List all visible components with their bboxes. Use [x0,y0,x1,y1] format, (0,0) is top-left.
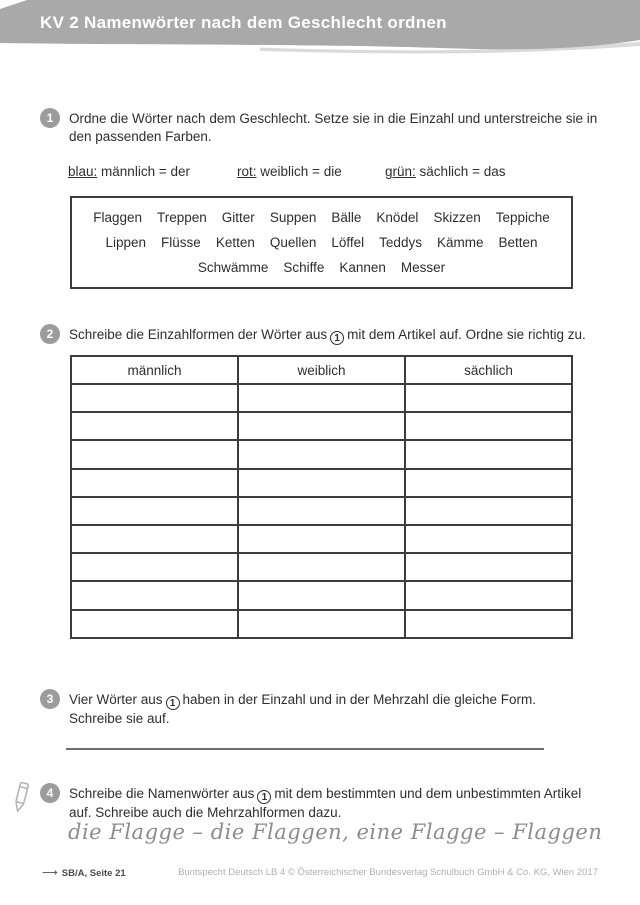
word: Löffel [331,235,365,250]
legend-label-gruen: grün: [385,164,416,179]
table-cell[interactable] [238,610,405,638]
task-3-line1 [69,691,589,710]
classification-table-body [71,384,572,638]
task-3-number-badge: 3 [40,689,60,709]
table-header-maennlich: männlich [71,356,238,384]
page-title: KV 2 Namenwörter nach dem Geschlecht ordnen [40,13,447,32]
table-row [71,412,572,440]
task-4-line1 [69,785,589,804]
legend-label-blau: blau: [68,164,98,179]
legend-label-rot: rot: [237,164,257,179]
word: Lippen [105,235,147,250]
word: Gitter [221,210,255,225]
word: Teddys [379,235,422,250]
table-row [71,581,572,609]
word: Suppen [269,210,317,225]
legend-value-gruen: sächlich = das [419,164,506,179]
table-cell[interactable] [238,525,405,553]
table-cell[interactable] [71,384,238,412]
word: Betten [498,235,538,250]
table-cell[interactable] [238,384,405,412]
table-cell[interactable] [71,440,238,468]
word: Schiffe [283,260,325,275]
task-2-text [69,326,589,345]
task-4-number-badge: 4 [40,783,60,803]
table-cell[interactable] [71,525,238,553]
task-1 [40,110,598,145]
legend-value-blau: männlich = der [101,164,190,179]
task-2-number-badge: 2 [40,324,60,344]
table-cell[interactable] [405,581,572,609]
task-3-line2: Schreibe sie auf. [69,711,170,726]
word: Treppen [157,210,207,225]
table-cell[interactable] [71,553,238,581]
task-ref-circled-1: 1 [166,696,180,710]
table-row [71,440,572,468]
word: Flaggen [93,210,143,225]
word: Kämme [436,235,484,250]
task-4-line2: auf. Schreibe auch die Mehrzahlformen dazu. [69,805,342,820]
classification-table-head [71,356,572,384]
task-2-before: Schreibe die Einzahlformen der Wörter aus [69,327,328,342]
table-cell[interactable] [71,610,238,638]
table-cell[interactable] [71,497,238,525]
word-row-2 [80,235,563,250]
table-cell[interactable] [71,581,238,609]
table-cell[interactable] [238,497,405,525]
footer-copyright: Buntspecht Deutsch LB 4 © Österreichischer Bundesverlag Schulbuch GmbH & Co. KG, Wien 2017 [178,867,598,878]
word: Schwämme [197,260,269,275]
task-2 [40,326,589,345]
table-cell[interactable] [238,553,405,581]
task-4 [40,785,589,822]
task-ref-circled-1: 1 [330,331,344,345]
task-2-after: mit dem Artikel auf. Ordne sie richtig zu. [347,327,586,342]
task-4-before: Schreibe die Namenwörter aus [69,786,255,801]
task-3 [40,691,589,728]
table-cell[interactable] [405,497,572,525]
word: Skizzen [433,210,481,225]
task-1-number-badge: 1 [40,108,60,128]
task-2-line1 [69,326,589,345]
table-cell[interactable] [71,469,238,497]
table-cell[interactable] [405,553,572,581]
word-row-1 [80,210,563,225]
table-cell[interactable] [238,440,405,468]
table-header-weiblich: weiblich [238,356,405,384]
task-1-line2: den passenden Farben. [69,128,212,144]
long-arrow-icon: ⟶ [42,867,58,879]
table-row [71,384,572,412]
legend-value-rot: weiblich = die [260,164,342,179]
table-row [71,497,572,525]
task-ref-circled-1: 1 [257,790,271,804]
table-cell[interactable] [71,412,238,440]
table-row [71,525,572,553]
footer-page-reference [42,866,126,879]
word: Quellen [269,235,317,250]
table-cell[interactable] [405,440,572,468]
word: Flüsse [161,235,201,250]
word: Ketten [215,235,255,250]
word: Knödel [376,210,419,225]
table-cell[interactable] [238,469,405,497]
table-header-saechlich: sächlich [405,356,572,384]
pencil-icon [9,779,35,817]
table-cell[interactable] [405,384,572,412]
answer-writing-line[interactable] [66,748,544,750]
word: Teppiche [495,210,550,225]
classification-table [70,355,573,639]
table-cell[interactable] [238,581,405,609]
table-row [71,553,572,581]
table-row [71,469,572,497]
legend-item-gruen [385,164,505,179]
word: Bälle [331,210,362,225]
table-cell[interactable] [405,412,572,440]
table-cell[interactable] [405,525,572,553]
task-3-text [69,691,589,728]
word-row-3 [80,260,563,275]
task-4-after: mit dem bestimmten und dem unbestimmten Artikel [274,786,582,801]
table-cell[interactable] [405,469,572,497]
table-header-row [71,356,572,384]
table-cell[interactable] [405,610,572,638]
task-3-before: Vier Wörter aus [69,692,163,707]
task-4-text [69,785,589,822]
task-3-after: haben in der Einzahl und in der Mehrzahl die gleiche Form. [182,692,536,707]
legend-item-rot [237,164,342,179]
color-legend [0,164,640,182]
task-1-line1: Ordne die Wörter nach dem Geschlecht. Setze sie in die Einzahl und unterstreiche sie in [69,111,598,126]
footer-reference-text: SB/A, Seite 21 [61,868,126,879]
word: Kannen [339,260,386,275]
handwritten-example: die Flagge – die Flaggen, eine Flagge – Flaggen [68,820,603,844]
word-box [70,196,573,289]
task-1-text [69,110,598,145]
legend-item-blau [68,164,190,179]
table-row [71,610,572,638]
word: Messer [400,260,446,275]
table-cell[interactable] [238,412,405,440]
